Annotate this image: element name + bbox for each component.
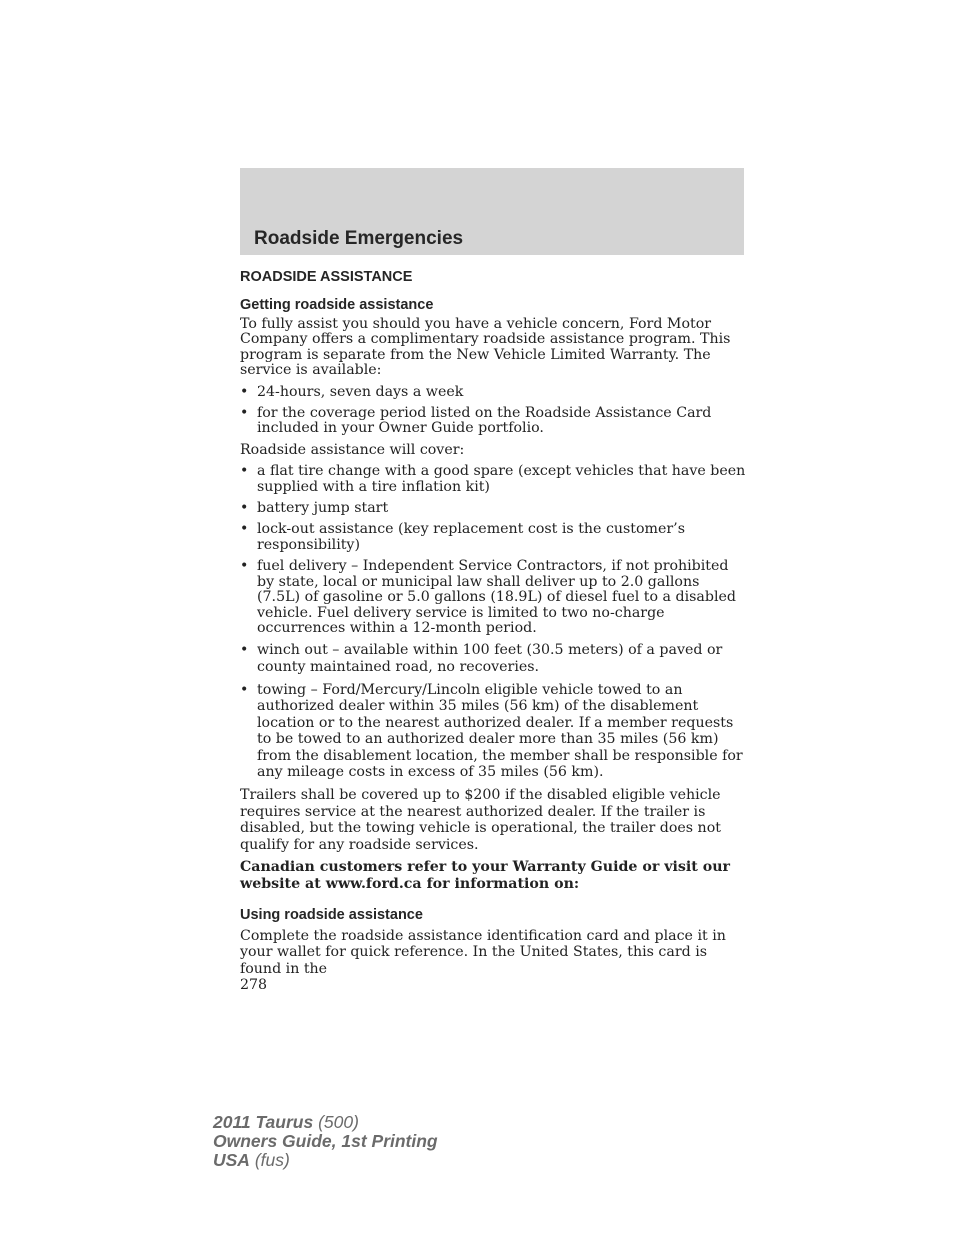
availability-list	[240, 385, 746, 437]
intro-paragraph: To fully assist you should you have a vehicle concern, Ford Motor Company offers a complimentary roadside assistance program. This program is separate from the New Vehicle Limited Warranty. The service is available:	[240, 316, 731, 379]
footer-model-code: (500)	[318, 1112, 359, 1132]
list-item-text: lock-out assistance (key replacement cost is the customer’s responsibility)	[257, 521, 685, 553]
using-paragraph: Complete the roadside assistance identification card and place it in your wallet for quick reference. In the United States, this card is found in the	[240, 927, 726, 977]
subheading-using-assistance: Using roadside assistance	[240, 906, 423, 923]
bullet-icon: •	[240, 463, 249, 480]
bullet-icon: •	[240, 642, 249, 659]
page-content	[240, 266, 746, 993]
footer-model: 2011 Taurus	[213, 1112, 314, 1132]
list-item-text: winch out – available within 100 feet (30.5 meters) of a paved or county maintained road, no recoveries.	[257, 642, 723, 675]
footer-line-guide	[213, 1132, 438, 1151]
list-item	[240, 501, 746, 516]
bullet-icon: •	[240, 521, 249, 538]
list-item-text: fuel delivery – Independent Service Contractors, if not prohibited by state, local or municipal law shall deliver up to 2.0 gallons (7.5L) of gasoline or 5.0 gallons (18.9L) of diesel fuel to a disabled vehicle. Fuel delivery service is limited to two no-charge occurrences within a 12-month period.	[257, 558, 736, 636]
bullet-icon: •	[240, 500, 249, 517]
section-heading: ROADSIDE ASSISTANCE	[240, 269, 413, 285]
canadian-note: Canadian customers refer to your Warranty Guide or visit our website at www.ford.ca for information on:	[240, 859, 731, 893]
trailers-paragraph: Trailers shall be covered up to $200 if the disabled eligible vehicle requires service at the nearest authorized dealer. If the trailer is disabled, but the towing vehicle is operational, the trailer does not qualify for any roadside services.	[240, 787, 721, 853]
list-item	[240, 642, 746, 675]
section-header-band	[240, 168, 744, 255]
list-item	[240, 522, 746, 553]
list-item-text: a flat tire change with a good spare (except vehicles that have been supplied with a tire inflation kit)	[257, 463, 746, 495]
subheading-getting-assistance: Getting roadside assistance	[240, 297, 434, 313]
footer-market: USA	[213, 1150, 250, 1170]
document-footer	[213, 1113, 438, 1170]
bullet-icon: •	[240, 681, 249, 698]
page-number: 278	[240, 977, 268, 994]
footer-line-model	[213, 1113, 438, 1132]
list-item-text: towing – Ford/Mercury/Lincoln eligible vehicle towed to an authorized dealer within 35 miles (56 km) of the disablement location or to the nearest authorized dealer. If a member requests to be towed to an authorized dealer more than 35 miles (56 km) from the disablement location, the member shall be responsible for any mileage costs in excess of 35 miles (56 km).	[257, 681, 743, 781]
bullet-icon: •	[240, 383, 249, 400]
footer-guide: Owners Guide, 1st Printing	[213, 1131, 438, 1151]
list-item	[240, 682, 746, 782]
list-item	[240, 406, 746, 437]
section-title: Roadside Emergencies	[254, 228, 464, 249]
bullet-icon: •	[240, 405, 249, 422]
list-item	[240, 385, 746, 400]
list-item-text: battery jump start	[257, 500, 389, 517]
list-item-text: 24-hours, seven days a week	[257, 383, 464, 400]
bullet-icon: •	[240, 558, 249, 575]
footer-line-market	[213, 1151, 438, 1170]
list-item	[240, 464, 746, 495]
list-item	[240, 559, 746, 636]
coverage-list	[240, 464, 746, 781]
coverage-intro: Roadside assistance will cover:	[240, 441, 465, 458]
footer-market-code: (fus)	[254, 1150, 290, 1170]
list-item-text: for the coverage period listed on the Roadside Assistance Card included in your Owner Guide portfolio.	[257, 405, 712, 437]
